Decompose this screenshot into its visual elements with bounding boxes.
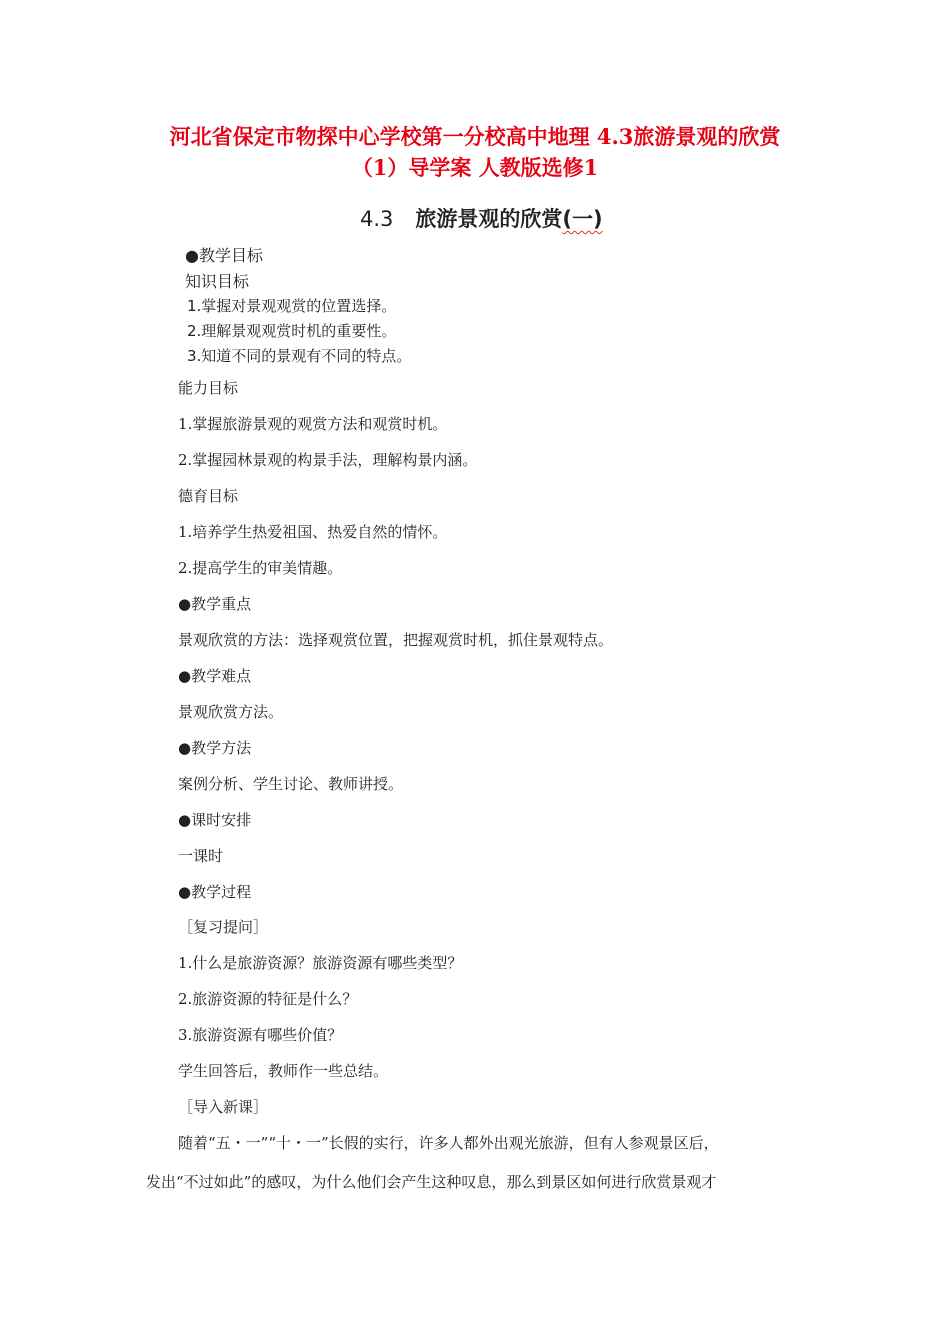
review-question: 2.旅游资源的特征是什么？ [178, 990, 358, 1008]
document-title-line-1: 河北省保定市物探中心学校第一分校高中地理 4.3旅游景观的欣赏 [169, 124, 781, 149]
ability-goal-item: 1.掌握旅游景观的观赏方法和观赏时机。 [178, 415, 448, 433]
schedule-text: 一课时 [178, 847, 224, 865]
key-points-text: 景观欣赏的方法：选择观赏位置，把握观赏时机，抓住景观特点。 [178, 631, 614, 649]
ability-goals-heading: 能力目标 [178, 379, 239, 397]
key-points-heading: ●教学重点 [178, 595, 252, 613]
difficulties-heading: ●教学难点 [178, 667, 252, 685]
section-title-paren: (一) [562, 207, 603, 231]
review-question: 1.什么是旅游资源？旅游资源有哪些类型？ [178, 954, 463, 972]
methods-text: 案例分析、学生讨论、教师讲授。 [178, 775, 404, 793]
process-heading: ●教学过程 [178, 883, 252, 901]
section-number: 4.3 [360, 207, 394, 231]
review-question: 3.旅游资源有哪些价值？ [178, 1026, 343, 1044]
review-heading: ［复习提问］ [178, 918, 269, 936]
moral-goals-heading: 德育目标 [178, 487, 239, 505]
intro-paragraph-line-2: 发出“不过如此”的感叹，为什么他们会产生这种叹息，那么到景区如何进行欣赏景观才 [146, 1173, 717, 1191]
review-summary: 学生回答后，教师作一些总结。 [178, 1062, 389, 1080]
knowledge-goal-item: 2.理解景观观赏时机的重要性。 [187, 322, 397, 340]
methods-heading: ●教学方法 [178, 739, 252, 757]
teaching-goals-heading: ●教学目标 [185, 246, 263, 265]
document-title-line-2: （1）导学案 人教版选修1 [351, 155, 599, 180]
knowledge-goal-item: 1.掌握对景观观赏的位置选择。 [187, 297, 397, 315]
section-title-main: 旅游景观的欣赏 [415, 207, 563, 231]
section-subtitle [360, 203, 603, 233]
intro-heading: ［导入新课］ [178, 1098, 269, 1116]
moral-goal-item: 1.培养学生热爱祖国、热爱自然的情怀。 [178, 523, 448, 541]
knowledge-goals-heading: 知识目标 [185, 272, 250, 291]
schedule-heading: ●课时安排 [178, 811, 252, 829]
knowledge-goal-item: 3.知道不同的景观有不同的特点。 [187, 347, 412, 365]
intro-paragraph-line-1: 随着“五・一”“十・一”长假的实行，许多人都外出观光旅游，但有人参观景区后， [178, 1134, 719, 1152]
moral-goal-item: 2.提高学生的审美情趣。 [178, 559, 343, 577]
difficulties-text: 景观欣赏方法。 [178, 703, 284, 721]
ability-goal-item: 2.掌握园林景观的构景手法，理解构景内涵。 [178, 451, 478, 469]
